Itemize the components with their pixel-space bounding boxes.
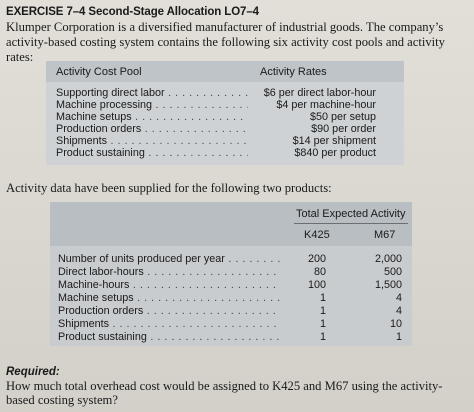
activity-label: Number of units produced per year . . . (58, 253, 280, 266)
k425-value: 1 (319, 305, 326, 317)
activity-table (50, 202, 412, 346)
pool-label: Machine processing . . . (56, 99, 248, 111)
m67-value: 500 (383, 266, 402, 278)
activity-label: Product sustaining . . . (58, 331, 280, 344)
m67-value: 10 (389, 318, 402, 330)
table-row (46, 99, 404, 111)
activity-label: Production orders . . . (58, 305, 280, 318)
required-label: Required: (6, 366, 60, 378)
k425-value: 200 (307, 253, 326, 265)
exercise-intro: Klumper Corporation is a diversified manufacturer of industrial goods. The company’s activity-based costing system contains the following six activity cost pools and activity rates: (6, 20, 445, 64)
pool-rate: $840 per product (294, 147, 376, 159)
pool-rate: $50 per setup (309, 111, 376, 123)
activity-label: Machine-hours . . . (58, 279, 280, 292)
table-row (50, 253, 412, 266)
pool-label: Machine setups . . . (56, 111, 248, 123)
table-row (50, 292, 412, 305)
table-row (46, 87, 404, 99)
header-m67: M67 (374, 229, 396, 241)
k425-value: 100 (307, 279, 326, 291)
pool-label: Supporting direct labor . . . (56, 87, 248, 99)
cost-pools-table (46, 61, 404, 165)
table-row (50, 266, 412, 279)
table-row (50, 279, 412, 292)
table-row (46, 135, 404, 147)
m67-value: 1 (395, 331, 402, 343)
m67-value: 4 (395, 305, 402, 317)
header-k425: K425 (304, 229, 330, 241)
k425-value: 1 (319, 292, 326, 304)
pool-rate: $14 per shipment (292, 135, 376, 147)
required-question: How much total overhead cost would be assigned to K425 and M67 using the activity-based costing system? (6, 379, 443, 407)
m67-value: 4 (395, 292, 402, 304)
exercise-title: EXERCISE 7–4 Second-Stage Allocation LO7–4 (6, 6, 259, 18)
m67-value: 2,000 (374, 253, 402, 265)
k425-value: 80 (313, 266, 326, 278)
pool-label: Production orders . . . (56, 123, 248, 135)
k425-value: 1 (319, 318, 326, 330)
k425-value: 1 (319, 331, 326, 343)
m67-value: 1,500 (374, 279, 402, 291)
activity-intro: Activity data have been supplied for the following two products: (6, 181, 332, 195)
activity-label: Shipments . . . (58, 318, 280, 331)
table-row (46, 123, 404, 135)
pool-rate: $4 per machine-hour (276, 99, 376, 111)
table-row (46, 111, 404, 123)
table-row (50, 305, 412, 318)
pool-rate: $90 per order (311, 123, 376, 135)
pool-label: Product sustaining . . . (56, 147, 248, 159)
activity-label: Direct labor-hours . . . (58, 266, 280, 279)
activity-table-header (50, 202, 412, 246)
activity-label: Machine setups . . . (58, 292, 280, 305)
pool-label: Shipments . . . (56, 135, 248, 147)
pool-rate: $6 per direct labor-hour (263, 87, 376, 99)
header-total-expected-activity: Total Expected Activity (296, 208, 406, 220)
table-row (50, 331, 412, 344)
cost-pools-header (46, 61, 404, 82)
table-row (46, 147, 404, 159)
header-activity-cost-pool: Activity Cost Pool (56, 66, 142, 78)
header-activity-rates: Activity Rates (260, 66, 327, 78)
header-divider (294, 223, 408, 224)
table-row (50, 318, 412, 331)
